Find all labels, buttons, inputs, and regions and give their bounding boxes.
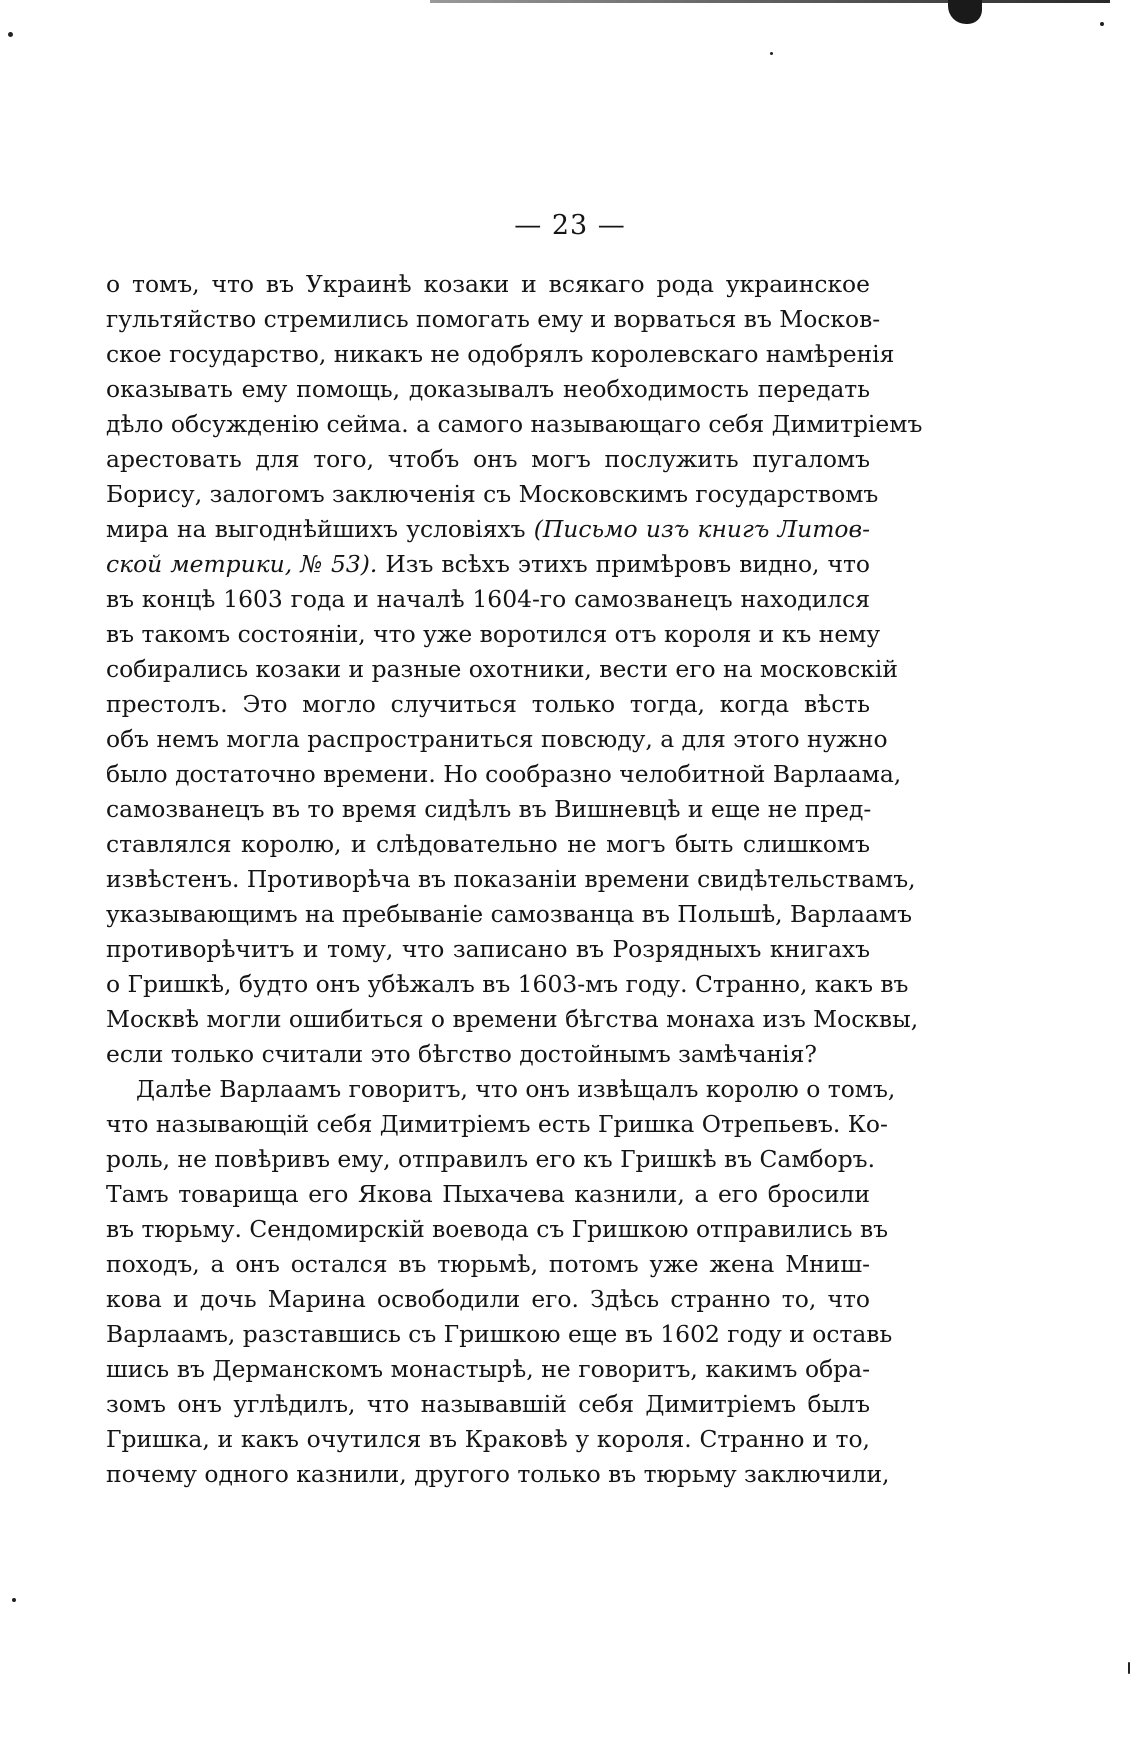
- text-line: кова и дочь Марина освободили его. Здѣсь странно то, что: [106, 1285, 870, 1313]
- scan-speck: [1128, 1662, 1130, 1674]
- text-line: указывающимъ на пребываніе самозванца въ Польшѣ, Варлаамъ: [106, 900, 912, 928]
- text-line: противорѣчитъ и тому, что записано въ Розрядныхъ книгахъ: [106, 935, 870, 963]
- text-line: въ концѣ 1603 года и началѣ 1604-го самозванецъ находился: [106, 585, 870, 613]
- text-line: было достаточно времени. Но сообразно челобитной Варлаама,: [106, 760, 902, 788]
- text-segment: Изъ всѣхъ этихъ примѣровъ видно, что: [385, 550, 871, 578]
- text-line: о Гришкѣ, будто онъ убѣжалъ въ 1603-мъ году. Странно, какъ въ: [106, 970, 909, 998]
- citation-italic: (Письмо изъ книгъ Литов-: [533, 515, 870, 543]
- paragraph-end-line: если только считали это бѣгство достойнымъ замѣчанія?: [106, 1040, 817, 1068]
- text-line: оказывать ему помощь, доказывалъ необходимость передать: [106, 375, 870, 403]
- scan-speck: [770, 52, 773, 55]
- text-line: въ такомъ состояніи, что уже воротился отъ короля и къ нему: [106, 620, 881, 648]
- citation-italic: ской метрики, № 53).: [106, 550, 378, 578]
- text-line: Гришка, и какъ очутился въ Краковѣ у короля. Странно и то,: [106, 1425, 870, 1453]
- text-line: шись въ Дерманскомъ монастырѣ, не говоритъ, какимъ обра-: [106, 1355, 870, 1383]
- text-line: арестовать для того, чтобъ онъ могъ послужить пугаломъ: [106, 445, 870, 473]
- text-line: роль, не повѣривъ ему, отправилъ его къ Гришкѣ въ Самборъ.: [106, 1145, 876, 1173]
- text-line: зомъ онъ углѣдилъ, что называвшій себя Димитріемъ былъ: [106, 1390, 870, 1418]
- text-line: Варлаамъ, разставшись съ Гришкою еще въ 1602 году и оставь: [106, 1320, 893, 1348]
- text-line: собирались козаки и разные охотники, вести его на московскій: [106, 655, 898, 683]
- scan-speck: [12, 1598, 16, 1602]
- text-line: что называющій себя Димитріемъ есть Гришка Отрепьевъ. Ко-: [106, 1110, 888, 1138]
- body-text: [106, 267, 923, 1492]
- scan-ink-blot: [948, 0, 982, 24]
- text-line: ское государство, никакъ не одобрялъ королевскаго намѣренія: [106, 340, 895, 368]
- text-line: объ немъ могла распространиться повсюду, а для этого нужно: [106, 725, 888, 753]
- scan-top-edge: [430, 0, 1110, 3]
- text-line: престолъ. Это могло случиться только тогда, когда вѣсть: [106, 690, 870, 718]
- text-line-with-citation: [106, 512, 870, 547]
- paragraph-start-line: Далѣе Варлаамъ говоритъ, что онъ извѣщалъ королю о томъ,: [136, 1075, 896, 1103]
- text-line: Тамъ товарища его Якова Пыхачева казнили, а его бросили: [106, 1180, 870, 1208]
- text-line: походъ, а онъ остался въ тюрьмѣ, потомъ уже жена Мниш-: [106, 1250, 870, 1278]
- scan-speck: [1100, 22, 1104, 26]
- text-line: самозванецъ въ то время сидѣлъ въ Вишневцѣ и еще не пред-: [106, 795, 872, 823]
- text-line: ставлялся королю, и слѣдовательно не могъ быть слишкомъ: [106, 830, 870, 858]
- text-line: гультяйство стремились помогать ему и ворваться въ Москов-: [106, 305, 881, 333]
- text-line: дѣло обсужденію сейма. а самого называющаго себя Димитріемъ: [106, 410, 923, 438]
- scan-speck: [8, 32, 13, 37]
- page-number: — 23 —: [514, 210, 626, 241]
- text-line: почему одного казнили, другого только въ тюрьму заключили,: [106, 1460, 890, 1488]
- text-line: въ тюрьму. Сендомирскій воевода съ Гришкою отправились въ: [106, 1215, 889, 1243]
- text-line: о томъ, что въ Украинѣ козаки и всякаго рода украинское: [106, 270, 870, 298]
- text-segment: мира на выгоднѣйшихъ условіяхъ: [106, 515, 526, 543]
- text-line: Борису, залогомъ заключенія съ Московскимъ государствомъ: [106, 480, 879, 508]
- text-line: извѣстенъ. Противорѣча въ показаніи времени свидѣтельствамъ,: [106, 865, 916, 893]
- text-line: Москвѣ могли ошибиться о времени бѣгства монаха изъ Москвы,: [106, 1005, 919, 1033]
- text-line-with-citation: [106, 547, 870, 582]
